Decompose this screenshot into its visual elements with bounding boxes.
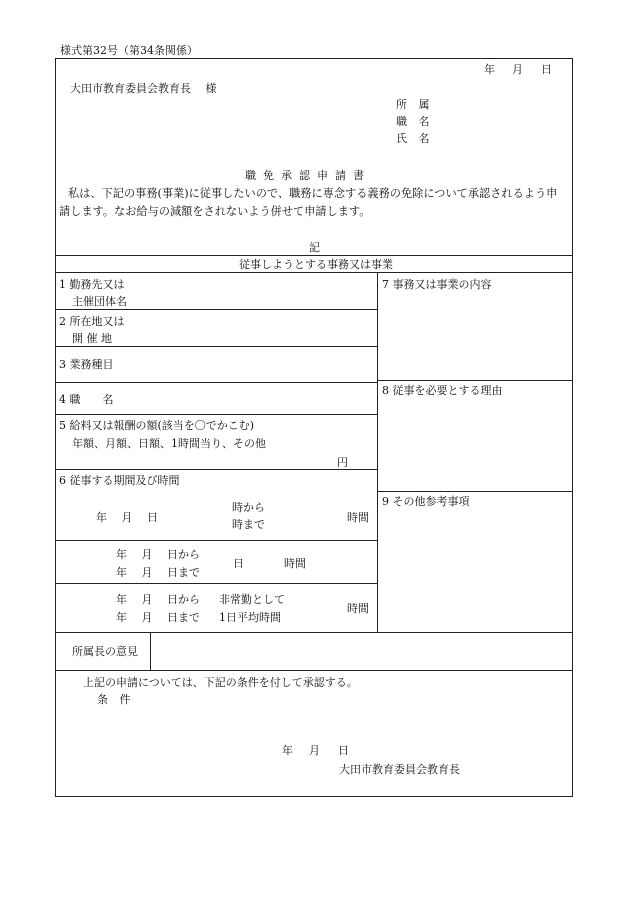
item3: 3 業務種目 xyxy=(59,358,114,371)
approver: 大田市教育委員会教育長 xyxy=(339,763,460,776)
item2-line2: 開 催 地 xyxy=(72,332,112,345)
body-line-1: 私は、下記の事務(事業)に従事したいので、職務に専念する義務の免除について承認されるよう申 xyxy=(68,187,558,200)
line-section-top xyxy=(55,255,573,256)
period-row2-to: 年 月 日まで xyxy=(116,566,200,579)
section-header: 従事しようとする事務又は事業 xyxy=(239,258,393,271)
period-row1-to: 時まで xyxy=(232,518,265,531)
supervisor-label: 所属長の意見 xyxy=(72,645,138,658)
addressee: 大田市教育委員会教育長 様 xyxy=(70,82,217,95)
item5-line1: 5 給料又は報酬の額(該当を〇でかこむ) xyxy=(59,419,255,432)
line-right-2 xyxy=(377,491,573,492)
line-section-bottom xyxy=(55,272,573,273)
date-year-top: 年 xyxy=(484,63,495,76)
line-left-3 xyxy=(55,382,377,383)
applicant-shimei: 氏 名 xyxy=(396,132,434,145)
period-row2-from: 年 月 日から xyxy=(116,548,200,561)
applicant-shoku: 職 名 xyxy=(396,115,434,128)
item6: 6 従事する期間及び時間 xyxy=(59,474,180,487)
item7: 7 事務又は事業の内容 xyxy=(382,278,492,291)
date-day-top: 日 xyxy=(541,63,552,76)
item5-yen: 円 xyxy=(337,456,348,469)
date-day-bottom: 日 xyxy=(338,744,349,757)
item9: 9 その他参考事項 xyxy=(382,495,470,508)
line-left-7 xyxy=(55,583,377,584)
frame-left xyxy=(55,58,56,797)
date-month-bottom: 月 xyxy=(309,744,320,757)
line-supervisor-top xyxy=(55,632,573,633)
form-id: 様式第32号（第34条関係） xyxy=(60,44,198,57)
item4: 4 職 名 xyxy=(59,393,114,406)
line-left-1 xyxy=(55,309,377,310)
frame-bottom xyxy=(55,796,573,797)
date-year-bottom: 年 xyxy=(282,744,293,757)
period-row3-hours: 時間 xyxy=(347,602,369,615)
period-row3-avg: 1日平均時間 xyxy=(219,611,281,624)
period-row3-part: 非常勤として xyxy=(219,593,285,606)
period-row1-date: 年 月 日 xyxy=(96,511,158,524)
period-row3-from: 年 月 日から xyxy=(116,593,200,606)
column-divider xyxy=(377,272,378,632)
frame-top xyxy=(55,58,573,59)
period-row1-from: 時から xyxy=(232,501,265,514)
form-title: 職免承認申請書 xyxy=(245,169,371,182)
item8: 8 従事を必要とする理由 xyxy=(382,384,503,397)
line-left-5 xyxy=(55,469,377,470)
applicant-shozoku: 所 属 xyxy=(396,98,434,111)
supervisor-divider xyxy=(150,632,151,670)
line-supervisor-bottom xyxy=(55,670,573,671)
conditions-label: 条 件 xyxy=(97,693,135,706)
body-line-2: 請します。なお給与の減額をされないよう併せて申請します。 xyxy=(59,205,371,218)
item5-line2: 年額、月額、日額、1時間当り、その他 xyxy=(72,437,266,450)
frame-right xyxy=(572,58,573,797)
period-row3-to: 年 月 日まで xyxy=(116,611,200,624)
ki-label: 記 xyxy=(309,241,320,254)
item1-line1: 1 勤務先又は xyxy=(59,278,125,291)
period-row2-days: 日 xyxy=(233,557,244,570)
approval-text: 上記の申請については、下記の条件を付して承認する。 xyxy=(83,676,358,689)
item1-line2: 主催団体名 xyxy=(72,295,127,308)
line-right-1 xyxy=(377,380,573,381)
line-left-6 xyxy=(55,540,377,541)
date-month-top: 月 xyxy=(512,63,523,76)
period-row2-hours: 時間 xyxy=(284,557,306,570)
line-left-2 xyxy=(55,346,377,347)
item2-line1: 2 所在地又は xyxy=(59,315,125,328)
line-left-4 xyxy=(55,414,377,415)
period-row1-hours: 時間 xyxy=(347,511,369,524)
